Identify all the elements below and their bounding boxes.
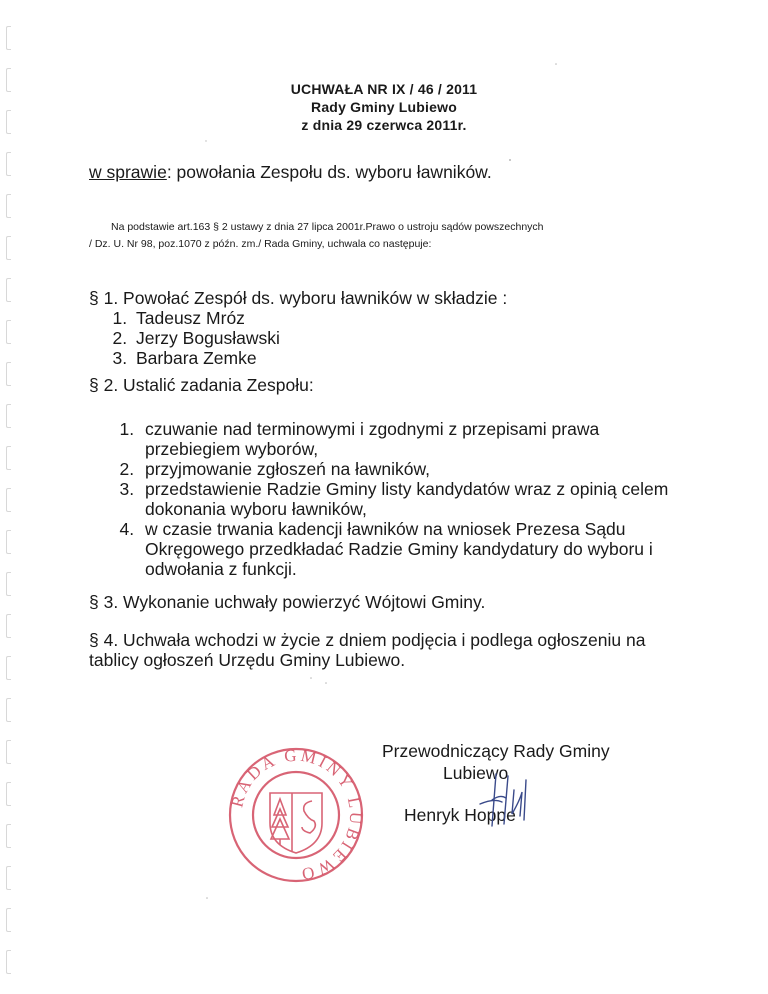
task-item: 2. przyjmowanie zgłoszeń na ławników, bbox=[139, 459, 689, 479]
resolution-council: Rady Gminy Lubiewo bbox=[311, 99, 457, 115]
signatory-place: Lubiewo bbox=[443, 763, 509, 783]
member-item: 1. Tadeusz Mróz bbox=[132, 308, 507, 328]
legal-basis-line2: / Dz. U. Nr 98, poz.1070 z późn. zm./ Rada Gminy, uchwala co następuje: bbox=[89, 238, 432, 250]
task-item: 1. czuwanie nad terminowymi i zgodnymi z przepisami prawa przebiegiem wyborów, bbox=[139, 419, 689, 459]
section-2-heading: § 2. Ustalić zadania Zespołu: bbox=[89, 375, 314, 395]
resolution-title: UCHWAŁA NR IX / 46 / 2011 bbox=[290, 81, 478, 97]
resolution-date: z dnia 29 czerwca 2011r. bbox=[301, 117, 467, 133]
subject-text: : powołania Zespołu ds. wyboru ławników. bbox=[166, 162, 492, 182]
member-item: 3. Barbara Zemke bbox=[132, 348, 507, 368]
section-4: § 4. Uchwała wchodzi w życie z dniem podjęcia i podlega ogłoszeniu na tablicy ogłoszeń Urzędu Gminy Lubiewo. bbox=[89, 630, 646, 670]
signatory-name: Henryk Hoppe bbox=[404, 805, 516, 825]
signatory-role: Przewodniczący Rady Gminy bbox=[382, 741, 610, 761]
section-3: § 3. Wykonanie uchwały powierzyć Wójtowi Gminy. bbox=[89, 592, 486, 612]
task-item: 3. przedstawienie Radzie Gminy listy kandydatów wraz z opinią celem dokonania wyboru ławników, bbox=[139, 479, 689, 519]
section-1-heading: § 1. Powołać Zespół ds. wyboru ławników w składzie : bbox=[89, 288, 508, 308]
subject-lead: w sprawie bbox=[89, 162, 167, 182]
legal-basis-line1: Na podstawie art.163 § 2 ustawy z dnia 27 lipca 2001r.Prawo o ustroju sądów powszechnych bbox=[111, 221, 544, 233]
member-item: 2. Jerzy Bogusławski bbox=[132, 328, 507, 348]
task-item: 4. w czasie trwania kadencji ławników na wniosek Prezesa Sądu Okręgowego przedkładać Radzie Gminy kandydatury do wyboru i odwołania z funkcji. bbox=[139, 519, 689, 579]
svg-text:RADA GMINY LUBIEWO: RADA GMINY LUBIEWO bbox=[227, 745, 366, 885]
